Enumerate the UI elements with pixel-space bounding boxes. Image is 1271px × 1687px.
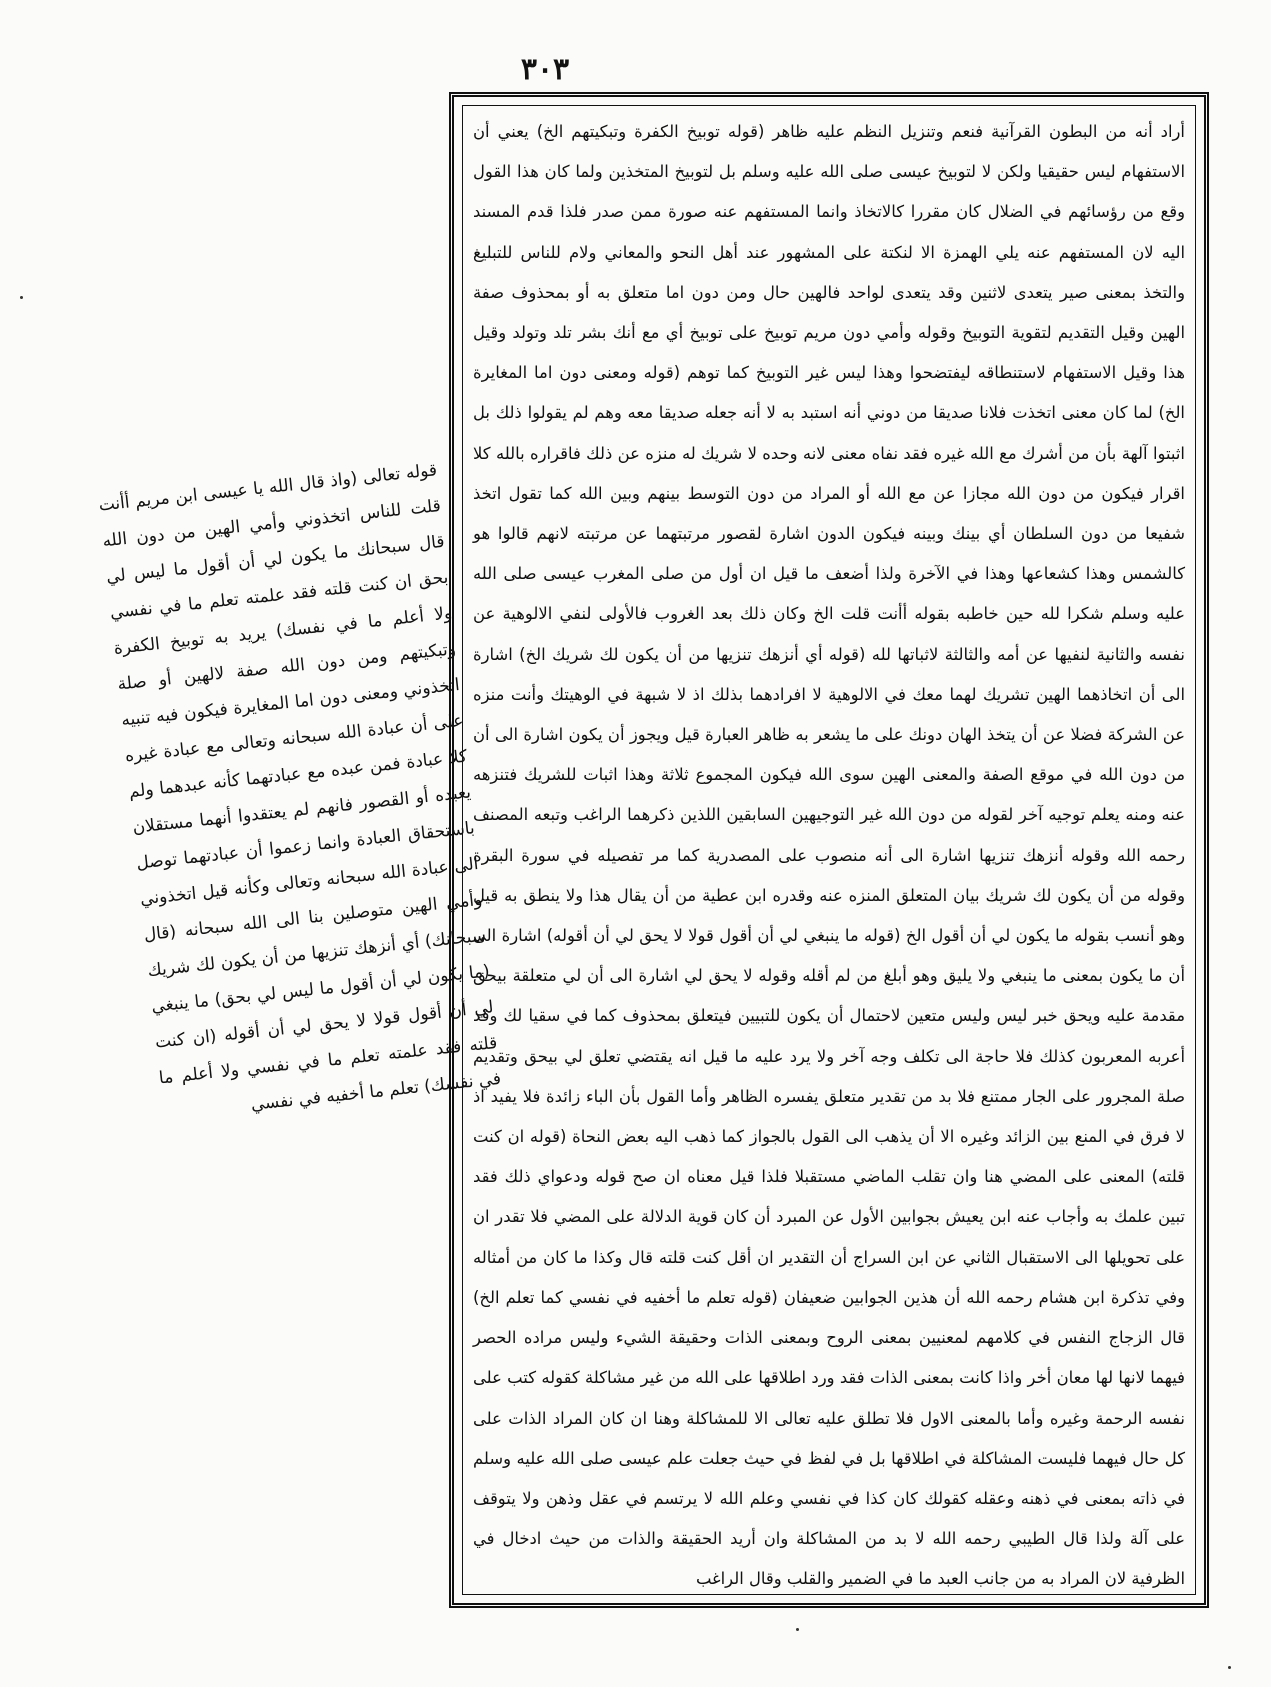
main-text-frame (449, 92, 1209, 1608)
main-text-body (463, 106, 1195, 1595)
marginal-commentary (97, 452, 503, 1132)
main-text-paragraph: أراد أنه من البطون القرآنية فنعم وتنزيل النظم عليه ظاهر (قوله توبيخ الكفرة وتبكيتهم الخ) يعني أن الاستفهام ليس حقيقيا ولكن لا لتوبيخ عيسى صلى الله عليه وسلم بل لتوبيخ المتخذين ولما كان هذا القول وقع من رؤسائهم في الضلال كان مقررا كالاتخاذ وانما المستفهم عنه صورة ممن صدر فلذا قدم المسند اليه لان المستفهم عنه يلي الهمزة الا لنكتة على المشهور عند أهل النحو والمعاني ولام للناس للتبليغ والتخذ بمعنى صير يتعدى لاثنين وقد يتعدى لواحد فالهين حال ومن دون اما متعلق به أو بمحذوف صفة الهين وقيل التقديم لتقوية التوبيخ وقوله وأمي دون مريم توبيخ على توبيخ أي مع أنك بشر تلد وتولد وقيل هذا وقيل الاستفهام لاستنطاقه ليفتضحوا وهذا ليس غير التوبيخ كما توهم (قوله ومعنى دون اما المغايرة الخ) لما كان معنى اتخذت فلانا صديقا من دوني أنه استبد به لا أنه جعله صديقا معه وهم لم يقولوا ذلك بل اثبتوا آلهة بأن من أشرك مع الله غيره فقد نفاه معنى لانه وحده لا شريك له منزه عن ذلك فاقراره بالله كلا اقرار فيكون من دون الله مجازا عن مع الله أو المراد من دون التوسط بينهم وبين الله كما تقول اتخذ شفيعا من دون السلطان أي بينك وبينه فيكون الدون اشارة لقصور مرتبتهما عن مرتبته لانهم قالوا هو كالشمس وهذا كشعاعها وهذا في الآخرة ولذا أضعف ما قيل ان أول من صلى المغرب عيسى صلى الله عليه وسلم شكرا لله حين خاطبه بقوله أأنت قلت الخ وكان ذلك بعد الغروب فالأولى لنفي الالوهية عن نفسه والثانية لنفيها عن أمه والثالثة لاثباتها لله (قوله أي أنزهك تنزيها من أن يكون لك شريك الخ) اشارة الى أن اتخاذهما الهين تشريك لهما معك في الالوهية لا افرادهما بذلك اذ لا شبهة في الوهيتك وأنت منزه عن الشركة فضلا عن أن يتخذ الهان دونك على ما يشعر به ظاهر العبارة قيل ويجوز أن يكون اشارة الى أن من دون الله في موقع الصفة والمعنى الهين سوى الله فيكون المجموع ثلاثة وهذا اثبات للشريك فتنزهه عنه ومنه يعلم توجيه آخر لقوله من دون الله غير التوجيهين السابقين اللذين ذكرهما الراغب وتبعه المصنف رحمه الله وقوله أنزهك تنزيها اشارة الى أنه منصوب على المصدرية كما مر تفصيله في سورة البقرة وقوله من أن يكون لك شريك بيان المتعلق المنزه عنه وقدره ابن عطية من أن يقال هذا ولا ينطق به قيل وهو أنسب بقوله ما يكون لي أن أقول الخ (قوله ما ينبغي لي أن أقول قولا لا يحق لي أن أقوله) اشارة الى أن ما يكون بمعنى ما ينبغي ولا يليق وهو أبلغ من لم أقله وقوله لا يحق لي اشارة الى أن لي متعلقة بيحق مقدمة عليه ويحق خبر ليس وليس متعين لاحتمال أن يكون للتبيين فيتعلق بمحذوف كما في سقيا لك وقد أعربه المعربون كذلك فلا حاجة الى تكلف وجه آخر ولا يرد عليه ما قيل انه يقتضي تعلق لي بيحق وتقديم صلة المجرور على الجار ممتنع فلا بد من تقدير متعلق يفسره الظاهر وأما القول بأن الباء زائدة فلا يفيد اذ لا فرق في المنع بين الزائد وغيره الا أن يذهب الى القول بالجواز كما ذهب اليه بعض النحاة (قوله ان كنت قلته) المعنى على المضي هنا وان تقلب الماضي مستقبلا فلذا قيل معناه ان صح قوله ودعواي ذلك فقد تبين علمك به وأجاب عنه ابن يعيش بجوابين الأول عن المبرد أن كان قوية الدلالة على المضي فلا تقدر ان على تحويلها الى الاستقبال الثاني عن ابن السراج أن التقدير ان أقل كنت قلته قال وكذا ما كان من أمثاله وفي تذكرة ابن هشام رحمه الله أن هذين الجوابين ضعيفان (قوله تعلم ما أخفيه في نفسي كما تعلم الخ) قال الزجاج النفس في كلامهم لمعنيين بمعنى الروح وبمعنى الذات وحقيقة الشيء وليس مراده الحصر فيهما لانها لها معان أخر واذا كانت بمعنى الذات فقد ورد اطلاقها على الله من غير مشاكلة كقوله كتب على نفسه الرحمة وغيره وأما بالمعنى الاول فلا تطلق عليه تعالى الا للمشاكلة وهنا ان كان المراد الذات على كل حال فيهما فليست المشاكلة في اطلاقها بل في لفظ في حيث جعلت علم عيسى صلى الله عليه وسلم في ذاته بمعنى في ذهنه وعقله كقولك كان كذا في نفسي وعلم الله لا يرتسم في عقل وذهن ولا يتوقف على آلة ولذا قال الطيبي رحمه الله لا بد من المشاكلة وان أريد الحقيقة والذات من حيث ادخال في الظرفية لان المراد به من جانب العبد ما في الضمير والقلب وقال الراغب (473, 122, 1185, 1589)
scan-speck (1228, 1666, 1231, 1669)
scan-speck (20, 296, 23, 299)
scan-speck (796, 1628, 799, 1631)
page-number: ٣٠٣ (520, 52, 570, 87)
marginal-commentary-text: قوله تعالى (واذ قال الله يا عيسى ابن مريم أأنت قلت للناس اتخذوني وأمي الهين من دون الله قال سبحانك ما يكون لي أن أقول ما ليس لي بحق ان كنت قلته فقد علمته تعلم ما في نفسي ولا أعلم ما في نفسك) يريد به توبيخ الكفرة وتبكيتهم ومن دون الله صفة لالهين أو صلة اتخذوني ومعنى دون اما المغايرة فيكون فيه تنبيه على أن عبادة الله سبحانه وتعالى مع عبادة غيره كلا عبادة فمن عبده مع عبادتهما كأنه عبدهما ولم يعبده أو القصور فانهم لم يعتقدوا أنهما مستقلان باستحقاق العبادة وانما زعموا أن عبادتهما توصل الى عبادة الله سبحانه وتعالى وكأنه قيل اتخذوني وأمي الهين متوصلين بنا الى الله سبحانه (قال سبحانك) أي أنزهك تنزيها من أن يكون لك شريك (ما يكون لي أن أقول ما ليس لي بحق) ما ينبغي لي أن أقول قولا لا يحق لي أن أقوله (ان كنت قلته فقد علمته تعلم ما في نفسي ولا أعلم ما في نفسك) تعلم ما أخفيه في نفسي (97, 460, 502, 1115)
main-text-inner-border (462, 105, 1196, 1595)
